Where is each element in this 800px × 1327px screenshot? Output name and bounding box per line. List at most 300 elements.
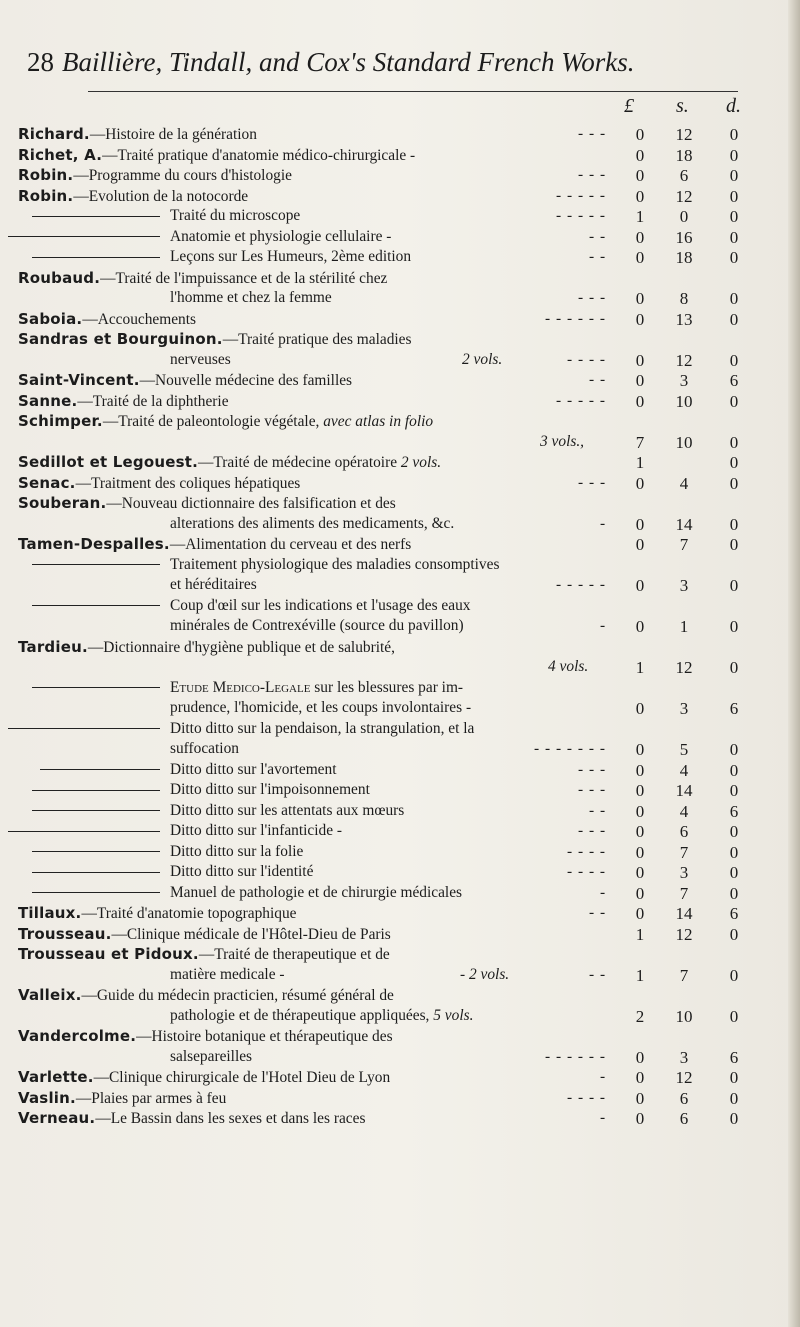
catalogue-line <box>0 289 800 310</box>
price-shillings: 0 <box>679 207 689 226</box>
price-pounds: 0 <box>635 760 645 780</box>
catalogue-line <box>0 1048 800 1069</box>
author-name: Richet, A. <box>18 145 103 164</box>
line-text <box>18 494 396 513</box>
line-text <box>18 1027 393 1046</box>
price-pounds: 0 <box>635 473 645 493</box>
dash-rule <box>32 216 160 217</box>
work-title: l'homme et chez la femme <box>170 289 332 306</box>
line-text <box>32 597 470 615</box>
line-text <box>32 248 411 266</box>
price-pence: 0 <box>729 842 739 862</box>
line-text <box>8 228 391 246</box>
catalogue-line <box>0 863 800 884</box>
line-text <box>170 699 471 717</box>
work-title: —Traitment des coliques hépatiques <box>75 474 301 492</box>
author-name: Sedillot et Legouest. <box>18 453 199 471</box>
price-pounds: 1 <box>635 965 645 985</box>
price-shillings: 10 <box>675 432 693 452</box>
catalogue-line <box>0 187 800 208</box>
catalogue-line <box>0 494 800 515</box>
price-pounds: 0 <box>635 145 645 165</box>
catalogue-line <box>0 720 800 741</box>
catalogue-line <box>0 371 800 392</box>
author-name: Saboia. <box>18 309 83 328</box>
price-shillings: 12 <box>675 658 693 677</box>
price-pence: 0 <box>729 453 739 472</box>
work-title: —Traité de therapeutique et de <box>198 946 390 963</box>
line-text <box>18 986 394 1005</box>
price-pence: 0 <box>729 391 739 411</box>
pence-column-heading: d. <box>726 95 741 117</box>
catalogue-line <box>0 925 800 946</box>
work-title: Anatomie et physiologie cellulaire - <box>170 227 392 245</box>
work-title: —Plaies par armes à feu <box>75 1089 227 1107</box>
price-pounds: 0 <box>635 801 645 821</box>
work-title: —Clinique chirurgicale de l'Hotel Dieu de Lyon <box>93 1069 391 1086</box>
author-name: Sanne. <box>18 391 78 410</box>
page-title: Baillière, Tindall, and Cox's Standard French Works. <box>62 47 635 77</box>
leader-dashes: - - - - - - - <box>534 740 606 757</box>
line-text <box>18 412 433 431</box>
line-text <box>32 207 300 225</box>
price-pence: 0 <box>729 125 739 144</box>
dash-rule <box>40 769 160 770</box>
price-shillings: 7 <box>679 842 689 862</box>
price-shillings: 12 <box>675 1068 693 1087</box>
author-name: Trousseau. <box>18 924 112 943</box>
work-title: —Nouveau dictionnaire des falsification et des <box>106 495 396 512</box>
price-pounds: 0 <box>635 535 645 554</box>
price-pounds: 1 <box>635 924 645 944</box>
price-pence: 0 <box>729 309 739 329</box>
price-shillings: 5 <box>679 740 689 759</box>
leader-dashes: - <box>600 883 607 901</box>
line-text <box>170 740 239 758</box>
catalogue-line <box>0 146 800 167</box>
price-shillings: 4 <box>679 801 689 821</box>
work-note: avec atlas in folio <box>323 413 434 430</box>
price-pence: 6 <box>729 699 739 718</box>
price-pence: 0 <box>729 473 739 493</box>
volume-count: - 2 vols. <box>460 965 510 983</box>
line-text <box>18 945 390 964</box>
line-text <box>170 289 332 307</box>
author-name: Verneau. <box>18 1109 96 1127</box>
price-shillings: 3 <box>679 371 689 390</box>
catalogue-line <box>0 535 800 556</box>
price-pounds: 2 <box>635 1006 645 1026</box>
work-title: Ditto ditto sur l'infanticide - <box>170 822 343 839</box>
work-title: Ditto ditto sur l'avortement <box>170 760 337 778</box>
catalogue-line <box>0 453 800 474</box>
price-pence: 0 <box>729 186 739 206</box>
price-pence: 0 <box>729 207 739 226</box>
price-shillings: 4 <box>679 473 689 493</box>
pounds-column-heading: £ <box>624 95 634 117</box>
catalogue-line <box>0 515 800 536</box>
price-shillings: 10 <box>675 1006 693 1026</box>
price-pounds: 0 <box>635 289 645 308</box>
line-text <box>18 330 412 349</box>
work-title: alterations des aliments des medicaments, &c. <box>170 514 455 532</box>
line-text <box>32 781 370 799</box>
catalogue-line <box>0 330 800 351</box>
author-name: Richard. <box>18 125 90 143</box>
line-text <box>18 474 300 493</box>
price-pounds: 0 <box>635 248 645 267</box>
catalogue-line <box>0 310 800 331</box>
line-text <box>18 1089 226 1108</box>
work-title: Coup d'œil sur les indications et l'usage des eaux <box>170 596 471 614</box>
price-shillings: 12 <box>675 186 693 206</box>
work-title: prudence, l'homicide, et les coups involontaires - <box>170 699 472 716</box>
work-title: —Le Bassin dans les sexes et dans les races <box>95 1110 366 1127</box>
catalogue-line <box>0 125 800 146</box>
price-pence: 0 <box>729 658 739 677</box>
price-shillings: 3 <box>679 863 689 882</box>
work-title: —Traité pratique des maladies <box>222 331 412 348</box>
author-name: Roubaud. <box>18 268 101 287</box>
price-pence: 0 <box>729 166 739 185</box>
work-title: nerveuses <box>170 350 231 368</box>
price-pounds: 0 <box>635 863 645 882</box>
price-pounds: 1 <box>635 453 645 472</box>
catalogue-line <box>0 1109 800 1130</box>
price-pence: 0 <box>729 781 739 800</box>
catalogue-line <box>0 351 800 372</box>
price-pounds: 7 <box>635 432 645 452</box>
work-title: —Guide du médecin practicien, résumé général de <box>81 987 394 1004</box>
price-pounds: 0 <box>635 309 645 329</box>
price-pence: 0 <box>729 1109 739 1128</box>
line-text <box>32 556 499 574</box>
author-name: Vaslin. <box>18 1088 76 1107</box>
price-pounds: 0 <box>635 822 645 841</box>
price-shillings: 6 <box>679 822 689 841</box>
work-title: —Traité de l'impuissance et de la stérilité chez <box>100 269 388 287</box>
price-pounds: 0 <box>635 699 645 718</box>
catalogue-line <box>0 576 800 597</box>
author-name: Schimper. <box>18 412 103 430</box>
catalogue-line <box>0 228 800 249</box>
author-name: Tamen-Despalles. <box>18 535 170 553</box>
author-name: Souberan. <box>18 494 107 512</box>
price-shillings: 18 <box>675 248 693 267</box>
dash-rule <box>32 605 160 606</box>
line-text <box>18 146 415 165</box>
dash-rule <box>32 687 160 688</box>
price-shillings: 14 <box>675 514 693 534</box>
dash-rule <box>32 790 160 791</box>
price-shillings: 6 <box>679 166 689 185</box>
work-title: et héréditaires <box>170 576 257 593</box>
work-title: —Clinique médicale de l'Hôtel-Dieu de Paris <box>111 925 391 943</box>
price-shillings: 3 <box>679 699 689 718</box>
price-shillings: 3 <box>679 1047 689 1067</box>
price-pounds: 0 <box>635 1047 645 1067</box>
leader-dashes: - - - - - - <box>545 309 606 327</box>
line-text <box>8 720 474 738</box>
work-title: Ditto ditto sur l'impoisonnement <box>170 781 370 798</box>
work-title-cont: sur les blessures par im- <box>310 678 464 696</box>
price-pence: 6 <box>729 801 739 821</box>
catalogue-line <box>0 433 800 454</box>
work-title: —Dictionnaire d'hygiène publique et de salubrité, <box>87 638 395 656</box>
author-name: Sandras et Bourguinon. <box>18 330 223 348</box>
catalogue-line <box>0 884 800 905</box>
price-pence: 0 <box>729 863 739 882</box>
leader-dashes: - - - <box>578 125 607 142</box>
author-name: Robin. <box>18 186 74 205</box>
catalogue-line <box>0 986 800 1007</box>
work-title: matière medicale - <box>170 965 285 983</box>
price-shillings: 1 <box>679 617 689 636</box>
price-pence: 0 <box>729 740 739 759</box>
catalogue-line <box>0 392 800 413</box>
price-pounds: 1 <box>635 658 645 677</box>
line-text <box>18 1109 365 1128</box>
price-shillings: 3 <box>679 576 689 595</box>
work-title: —Traité de la diphtherie <box>77 392 229 410</box>
dash-rule <box>8 236 160 237</box>
work-title: —Traité d'anatomie topographique <box>81 905 297 922</box>
catalogue-line <box>0 740 800 761</box>
work-title: —Histoire botanique et thérapeutique des <box>136 1028 393 1045</box>
line-text <box>18 269 387 288</box>
catalogue-line <box>0 761 800 782</box>
leader-dashes: - <box>600 514 607 532</box>
leader-dashes: - <box>600 1068 607 1085</box>
leader-dashes: - - <box>589 227 607 245</box>
volume-count: 2 vols. <box>462 350 503 368</box>
work-title: Ditto ditto sur la pendaison, la strangulation, et la <box>170 719 475 737</box>
price-pence: 0 <box>729 145 739 165</box>
line-text <box>18 310 196 329</box>
dash-rule <box>32 257 160 258</box>
work-title: Ditto ditto sur l'identité <box>170 863 314 880</box>
work-title: Ditto ditto sur les attentats aux mœurs <box>170 801 405 819</box>
header-rule <box>88 91 738 92</box>
price-pence: 0 <box>729 432 739 452</box>
catalogue-line <box>0 166 800 187</box>
dash-rule <box>32 892 160 893</box>
catalogue-line <box>0 781 800 802</box>
work-title: minérales de Contrexéville (source du pavillon) <box>170 617 464 634</box>
author-name: Valleix. <box>18 986 82 1004</box>
catalogue-line <box>0 617 800 638</box>
price-shillings: 12 <box>675 125 693 144</box>
leader-dashes: - <box>600 617 607 634</box>
leader-dashes: - - - - - <box>556 207 607 224</box>
work-title: —Traité pratique d'anatomie médico-chirurgicale - <box>102 146 416 164</box>
price-pence: 0 <box>729 1068 739 1087</box>
work-title: —Accouchements <box>82 310 197 328</box>
price-shillings: 18 <box>675 145 693 165</box>
price-shillings: 7 <box>679 535 689 554</box>
catalogue-line <box>0 638 800 659</box>
catalogue-line <box>0 1089 800 1110</box>
line-text <box>18 166 292 185</box>
line-text <box>18 638 395 657</box>
price-pounds: 0 <box>635 781 645 800</box>
price-shillings: 12 <box>675 350 693 370</box>
work-title: Traitement physiologique des maladies consomptives <box>170 555 500 573</box>
price-pence: 0 <box>729 924 739 944</box>
price-pounds: 0 <box>635 1109 645 1128</box>
price-pence: 0 <box>729 1088 739 1108</box>
volume-count: 4 vols. <box>548 658 589 675</box>
line-text <box>18 371 352 390</box>
price-pounds: 0 <box>635 166 645 185</box>
price-shillings: 8 <box>679 289 689 308</box>
catalogue-line <box>0 269 800 290</box>
work-title: —Alimentation du cerveau et des nerfs <box>169 536 412 553</box>
shillings-column-heading: s. <box>676 95 689 117</box>
catalogue-line <box>0 1068 800 1089</box>
line-text <box>32 863 313 881</box>
work-title: suffocation <box>170 740 239 757</box>
line-text <box>170 1007 473 1025</box>
price-pence: 0 <box>729 822 739 841</box>
catalogue-line <box>0 679 800 700</box>
leader-dashes: - - - <box>578 760 607 778</box>
leader-dashes: - - - <box>578 473 607 491</box>
price-pounds: 0 <box>635 883 645 903</box>
line-text <box>18 453 441 472</box>
leader-dashes: - - <box>589 965 607 983</box>
price-list <box>0 125 800 1130</box>
work-title: Traité du microscope <box>170 207 301 224</box>
line-text <box>170 966 285 984</box>
work-title: Etude Medico-Legale <box>170 678 311 696</box>
work-title: pathologie et de thérapeutique appliquées, <box>170 1006 434 1024</box>
price-shillings: 12 <box>675 924 693 944</box>
catalogue-line <box>0 1007 800 1028</box>
dash-rule <box>32 564 160 565</box>
price-pence: 6 <box>729 371 739 390</box>
price-shillings: 6 <box>679 1088 689 1108</box>
author-name: Varlette. <box>18 1068 94 1086</box>
catalogue-line <box>0 699 800 720</box>
price-pounds: 0 <box>635 1088 645 1108</box>
leader-dashes: - - <box>589 371 607 388</box>
price-pence: 0 <box>729 965 739 985</box>
price-shillings: 4 <box>679 760 689 780</box>
dash-rule <box>32 851 160 852</box>
leader-dashes: - - - - - <box>556 186 607 204</box>
price-pounds: 0 <box>635 391 645 411</box>
price-pounds: 0 <box>635 227 645 247</box>
work-title: —Nouvelle médecine des familles <box>139 372 353 389</box>
work-note: 5 vols. <box>433 1006 474 1024</box>
dash-rule <box>8 728 160 729</box>
price-pounds: 1 <box>635 207 645 226</box>
catalogue-line <box>0 1027 800 1048</box>
catalogue-line <box>0 474 800 495</box>
price-pence: 6 <box>729 904 739 923</box>
work-note: 2 vols. <box>400 454 442 471</box>
line-text <box>170 515 454 533</box>
price-pounds: 0 <box>635 371 645 390</box>
leader-dashes: - - - - <box>567 1088 607 1106</box>
line-text <box>32 679 463 697</box>
price-pounds: 0 <box>635 576 645 595</box>
author-name: Senac. <box>18 473 76 492</box>
catalogue-line <box>0 556 800 577</box>
author-name: Tillaux. <box>18 904 82 922</box>
line-text <box>18 925 391 944</box>
price-pounds: 0 <box>635 125 645 144</box>
price-pounds: 0 <box>635 350 645 370</box>
author-name: Saint-Vincent. <box>18 371 140 389</box>
price-shillings: 10 <box>675 391 693 411</box>
line-text <box>18 535 411 554</box>
leader-dashes: - - <box>589 248 607 265</box>
leader-dashes: - <box>600 1109 607 1126</box>
line-text <box>18 392 229 411</box>
price-pence: 0 <box>729 535 739 554</box>
work-title: Leçons sur Les Humeurs, 2ème edition <box>170 248 412 265</box>
price-shillings: 7 <box>679 883 689 903</box>
leader-dashes: - - - - - <box>556 391 607 409</box>
catalogue-line <box>0 843 800 864</box>
catalogue-line <box>0 966 800 987</box>
volume-count: 3 vols., <box>540 432 585 450</box>
price-pence: 0 <box>729 248 739 267</box>
work-title: salsepareilles <box>170 1047 253 1065</box>
catalogue-line <box>0 597 800 618</box>
price-pence: 0 <box>729 883 739 903</box>
work-title: Manuel de pathologie et de chirurgie médicales <box>170 883 463 901</box>
price-pence: 0 <box>729 1006 739 1026</box>
work-title: —Histoire de la génération <box>89 126 257 143</box>
line-text <box>18 187 248 206</box>
leader-dashes: - - - - <box>567 842 607 860</box>
line-text <box>170 617 464 635</box>
dash-rule <box>8 831 160 832</box>
catalogue-line <box>0 207 800 228</box>
price-pounds: 0 <box>635 740 645 759</box>
author-name: Vandercolme. <box>18 1027 137 1045</box>
leader-dashes: - - - - <box>567 863 607 880</box>
price-pence: 0 <box>729 576 739 595</box>
price-shillings: 6 <box>679 1109 689 1128</box>
page-number: 28 <box>27 47 54 77</box>
price-shillings: 13 <box>675 309 693 329</box>
work-title: Ditto ditto sur la folie <box>170 842 304 860</box>
catalogue-line <box>0 945 800 966</box>
leader-dashes: - - - <box>578 822 607 839</box>
price-pence: 0 <box>729 617 739 636</box>
price-pounds: 0 <box>635 514 645 534</box>
line-text <box>40 761 337 779</box>
price-pounds: 0 <box>635 617 645 636</box>
dash-rule <box>32 872 160 873</box>
leader-dashes: - - <box>589 904 607 921</box>
price-shillings: 16 <box>675 227 693 247</box>
price-pounds: 0 <box>635 1068 645 1087</box>
author-name: Trousseau et Pidoux. <box>18 945 199 963</box>
price-pence: 0 <box>729 289 739 308</box>
price-pence: 0 <box>729 514 739 534</box>
dash-rule <box>32 810 160 811</box>
line-text <box>32 884 462 902</box>
price-pounds: 0 <box>635 842 645 862</box>
leader-dashes: - - - - - - <box>545 1047 606 1065</box>
line-text <box>170 351 231 369</box>
catalogue-line <box>0 412 800 433</box>
